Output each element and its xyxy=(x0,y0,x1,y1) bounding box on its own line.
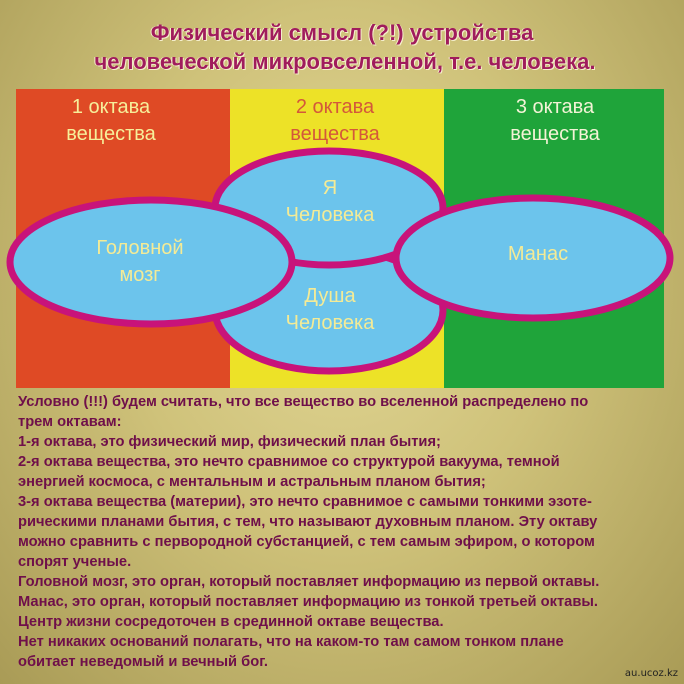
manas-label xyxy=(448,241,628,268)
text-line: можно сравнить с первородной субстанцией, с тем самым эфиром, о котором xyxy=(18,534,595,550)
text-line: трем октавам: xyxy=(18,414,122,430)
soul-label xyxy=(240,283,420,337)
octave-2-label-line-1: 2 октава xyxy=(295,96,375,118)
title-line-2: человеческой микровселенной, т.е. человека. xyxy=(94,49,596,74)
manas-label-line-1: Манас xyxy=(507,243,569,265)
brain-label-line-1: Головной xyxy=(96,237,184,259)
text-line: рическими планами бытия, с тем, что называют духовным планом. Эту октаву xyxy=(18,514,598,530)
ya-label-line-1: Я xyxy=(322,177,338,199)
octave-2-label-line-2: вещества xyxy=(290,123,380,145)
brain-label xyxy=(50,235,230,289)
octave-3-label-line-1: 3 октава xyxy=(515,96,595,118)
ya-label-line-2: Человека xyxy=(285,204,375,226)
ya-label xyxy=(240,175,420,229)
octave-1-label-line-2: вещества xyxy=(66,123,156,145)
soul-label-line-2: Человека xyxy=(285,312,375,334)
text-line: спорят ученые. xyxy=(18,554,132,570)
text-line: Условно (!!!) будем считать, что все вещество во вселенной распределено по xyxy=(18,394,589,410)
text-line: Центр жизни сосредоточен в срединной октаве вещества. xyxy=(18,614,444,630)
brain-label-line-2: мозг xyxy=(119,264,161,286)
text-line: 1-я октава, это физический мир, физический план бытия; xyxy=(18,434,441,450)
text-line: энергией космоса, с ментальным и астральным планом бытия; xyxy=(18,474,486,490)
octave-3-label-line-2: вещества xyxy=(510,123,600,145)
octave-1-label-line-1: 1 октава xyxy=(71,96,151,118)
explanation-text xyxy=(18,392,682,672)
text-line: Головной мозг, это орган, который поставляет информацию из первой октавы. xyxy=(18,574,600,590)
title-line-1: Физический смысл (?!) устройства xyxy=(150,20,534,45)
text-line: Нет никаких оснований полагать, что на каком-то там самом тонком плане xyxy=(18,634,564,650)
text-line: обитает неведомый и вечный бог. xyxy=(18,654,268,670)
text-line: 2-я октава вещества, это нечто сравнимое со структурой вакуума, темной xyxy=(18,454,560,470)
site-credit: au.ucoz.kz xyxy=(624,668,678,679)
soul-label-line-1: Душа xyxy=(304,285,356,307)
text-line: Манас, это орган, который поставляет информацию из тонкой третьей октавы. xyxy=(18,594,599,610)
text-line: 3-я октава вещества (материи), это нечто сравнимое с самыми тонкими эзоте- xyxy=(18,494,592,510)
